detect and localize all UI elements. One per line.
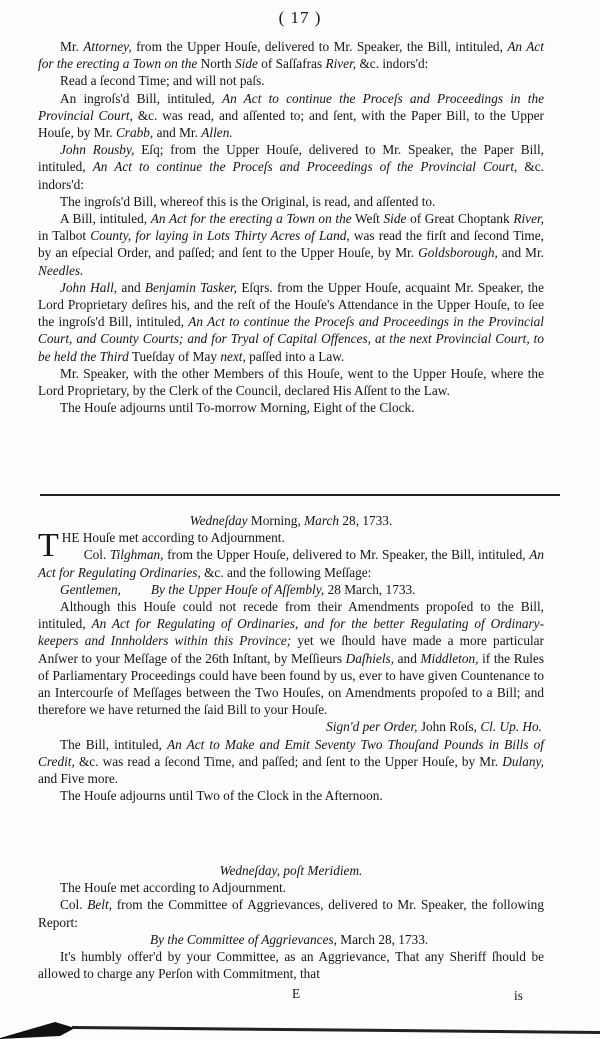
paragraph-attorney-bill: Mr. Attorney, from the Upper Houſe, delivered to Mr. Speaker, the Bill, intituled, An Act for the erecting a Town on the North Side of Saſſafras River, &c. indors'd: [38, 39, 544, 72]
paragraph-house-met-afternoon: The Houſe met according to Adjournment. [60, 880, 286, 896]
paragraph-rousby: John Rousby, Eſq; from the Upper Houſe, delivered to Mr. Speaker, the Paper Bill, intituled, An Act to continue the Proceſs and Proceedings of the Provincial Court, &c. indors'd: [38, 142, 545, 192]
proceedings-part-1 [38, 38, 544, 416]
paragraph-upper-house-message: Although this Houſe could not recede from their Amendments propoſed to the Bill, intituled, An Act for Regulating of Ordinaries, and for the better Regulating of Ordinary-keepers and Innholders within this Province; yet we ſhould have made a more particular Anſwer to your Meſſage of the 26th Inſtant, by Meſſieurs Daſhiels, and Middleton, if the Rules of Parliamentary Proceedings could have been found by us, ever to have given Countenance to an Intercourſe of Meſſages between the Two Houſes, on Amendments propoſed to a Bill; and therefore we have returned the ſaid Bill to your Houſe. [38, 599, 544, 718]
paragraph-adjourn-afternoon: The Houſe adjourns until Two of the Clock in the Afternoon. [60, 788, 383, 804]
paragraph-hall-tasker: John Hall, and Benjamin Tasker, Eſqrs. from the Upper Houſe, acquaint Mr. Speaker, the Lord Proprietary deſires his, and the reſt of the Houſe's Attendance in the Upper Houſe, to ſee the ingroſs'd Bill, intituled, An Act to continue the Proceſs and Proceedings in the Provincial Court, and County Courts; and for Tryal of Capital Offences, at the next Provincial Court, to be held the Third Tueſday of May next, paſſed into a Law. [38, 279, 544, 364]
signature-mark: E [292, 986, 301, 1001]
catchword: is [514, 988, 523, 1003]
section-divider [40, 494, 560, 496]
drop-cap: T [38, 527, 59, 565]
committee-heading: By the Committee of Aggrievances, March 28, 1733. [150, 931, 429, 947]
paragraph-adjourn-morning: The Houſe adjourns until To-morrow Morning, Eight of the Clock. [60, 400, 415, 416]
date-heading-morning: Wedneſday Morning, March 28, 1733. [189, 513, 393, 528]
proceedings-part-2 [38, 512, 544, 804]
paragraph-belt: Col. Belt, from the Committee of Aggrievances, delivered to Mr. Speaker, the following Report: [38, 897, 544, 930]
date-heading-afternoon: Wedneſday, poſt Meridiem. [219, 863, 363, 878]
scan-shadow-left [0, 1022, 75, 1039]
paragraph-choptank-bill: A Bill, intituled, An Act for the erecting a Town on the Weſt Side of Great Choptank River, in Talbot County, for laying in Lots Thirty Acres of Land, was read the firſt and ſecond Time, by an eſpecial Order, and paſſed; and ſent to the Upper Houſe, by Mr. Goldsborough, and Mr. Needles. [38, 211, 545, 278]
scan-edge-mark [0, 1010, 600, 1039]
message-signature: Sign'd per Order, John Roſs, Cl. Up. Ho. [326, 719, 542, 735]
scan-edge-line [72, 1026, 600, 1034]
paragraph-assent: Mr. Speaker, with the other Members of this Houſe, went to the Upper Houſe, where the Lord Proprietary, by the Clerk of the Council, declared His Aſſent to the Law. [38, 365, 544, 399]
paragraph-aggrievance: It's humbly offer'd by your Committee, as an Aggrievance, That any Sheriff ſhould be allowed to charge any Perſon with Commitment, that [38, 949, 544, 982]
page-number: ( 17 ) [278, 8, 322, 27]
paragraph-house-met: THE Houſe met according to Adjournment. [38, 527, 285, 565]
proceedings-part-3 [38, 862, 544, 982]
paragraph-tilghman: Col. Tilghman, from the Upper Houſe, delivered to Mr. Speaker, the Bill, intituled, An Act for Regulating Ordinaries, &c. and the following Meſſage: [38, 547, 544, 580]
paragraph-ingrossed-bill: An ingroſs'd Bill, intituled, An Act to continue the Proceſs and Proceedings in the Provincial Court, &c. was read, and aſſented to; and ſent, with the Paper Bill, to the Upper Houſe, by Mr. Crabb, and Mr. Allen. [38, 90, 544, 141]
paragraph-bills-of-credit: The Bill, intituled, An Act to Make and Emit Seventy Two Thouſand Pounds in Bills of Credit, &c. was read a ſecond Time, and paſſed; and ſent to the Upper Houſe, by Mr. Dulany, and Five more. [38, 736, 544, 787]
paragraph-original-assented: The ingroſs'd Bill, whereof this is the Original, is read, and aſſented to. [60, 193, 436, 209]
paragraph-second-reading: Read a ſecond Time; and will not paſs. [60, 73, 265, 89]
message-salutation: Gentlemen, By the Upper Houſe of Aſſembly, 28 March, 1733. [60, 581, 416, 597]
